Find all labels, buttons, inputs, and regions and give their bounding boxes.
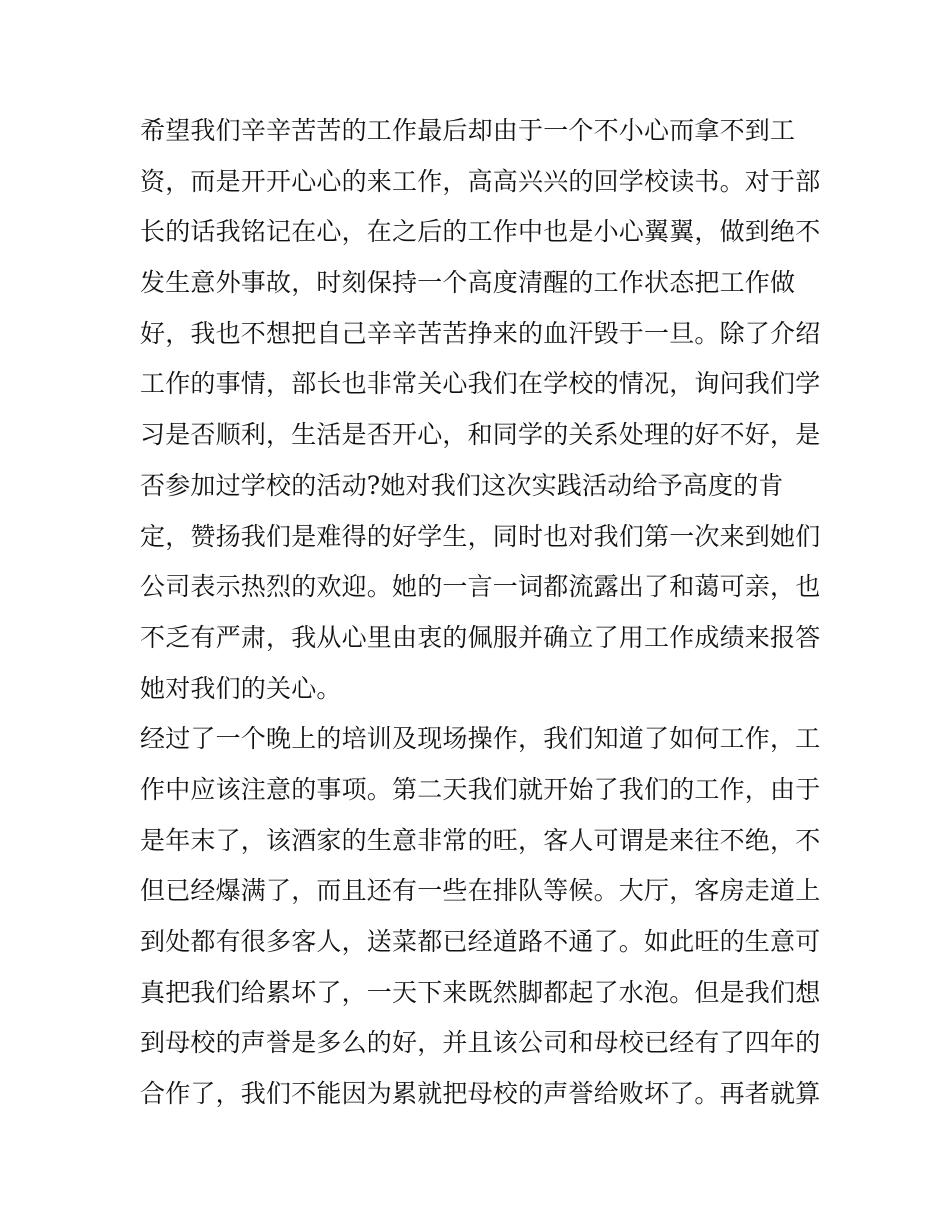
text-line: 经过了一个晚上的培训及现场操作，我们知道了如何工作，工 bbox=[140, 724, 821, 754]
text-line: 她对我们的关心。 bbox=[140, 673, 342, 703]
text-line: 长的话我铭记在心，在之后的工作中也是小心翼翼，做到绝不 bbox=[140, 217, 821, 247]
text-line: 是年末了，该酒家的生意非常的旺，客人可谓是来往不绝，不 bbox=[140, 825, 821, 855]
text-line: 但已经爆满了，而且还有一些在排队等候。大厅，客房走道上 bbox=[140, 876, 821, 906]
text-line: 合作了，我们不能因为累就把母校的声誉给败坏了。再者就算 bbox=[140, 1079, 821, 1109]
text-line: 习是否顺利，生活是否开心，和同学的关系处理的好不好，是 bbox=[140, 420, 821, 450]
text-line: 发生意外事故，时刻保持一个高度清醒的工作状态把工作做 bbox=[140, 268, 796, 298]
text-line: 到处都有很多客人，送菜都已经道路不通了。如此旺的生意可 bbox=[140, 927, 821, 956]
text-line: 资，而是开开心心的来工作，高高兴兴的回学校读书。对于部 bbox=[140, 166, 821, 196]
text-line: 真把我们给累坏了，一天下来既然脚都起了水泡。但是我们想 bbox=[140, 977, 821, 1007]
text-line: 不乏有严肃，我从心里由衷的佩服并确立了用工作成绩来报答 bbox=[140, 622, 821, 652]
text-line: 工作的事情，部长也非常关心我们在学校的情况，询问我们学 bbox=[140, 369, 821, 399]
text-line: 公司表示热烈的欢迎。她的一言一词都流露出了和蔼可亲，也 bbox=[140, 572, 821, 602]
text-line: 好，我也不想把自己辛辛苦苦挣来的血汗毁于一旦。除了介绍 bbox=[140, 318, 821, 348]
body-text bbox=[140, 106, 820, 1120]
text-line: 到母校的声誉是多么的好，并且该公司和母校已经有了四年的 bbox=[140, 1028, 821, 1058]
text-line: 定，赞扬我们是难得的好学生，同时也对我们第一次来到她们 bbox=[140, 521, 821, 551]
text-line: 作中应该注意的事项。第二天我们就开始了我们的工作，由于 bbox=[140, 774, 821, 804]
text-line: 否参加过学校的活动?她对我们这次实践活动给予高度的肯 bbox=[140, 470, 784, 500]
text-line: 希望我们辛辛苦苦的工作最后却由于一个不小心而拿不到工 bbox=[140, 116, 796, 145]
